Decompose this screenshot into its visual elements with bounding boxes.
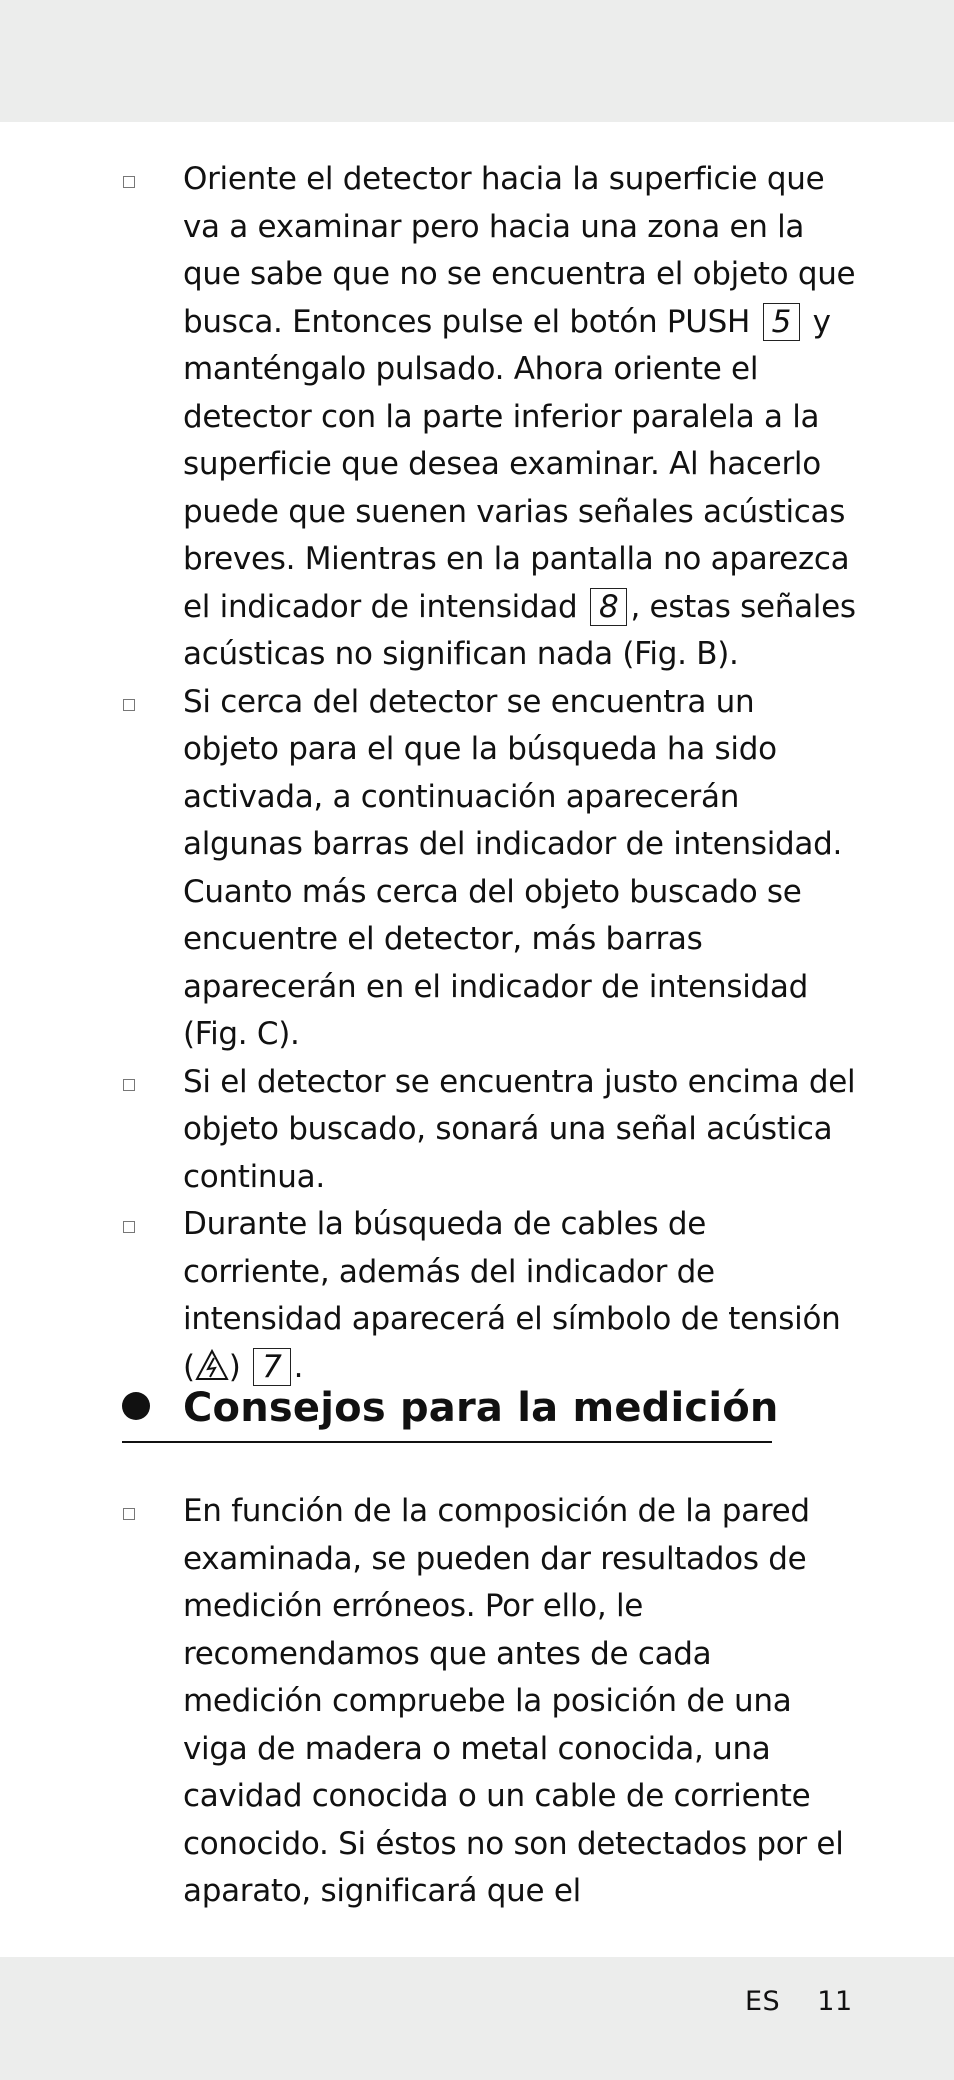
- language-code: ES: [745, 1986, 781, 2017]
- square-bullet-icon: [123, 1079, 135, 1091]
- instruction-list-1: [0, 156, 954, 1395]
- item-text: ): [228, 1348, 241, 1385]
- reference-number: 7: [253, 1348, 290, 1386]
- page-footer: [745, 1986, 881, 2017]
- square-bullet-icon: [123, 699, 135, 711]
- square-bullet-icon: [123, 1221, 135, 1233]
- list-item: [0, 679, 954, 1059]
- bullet-list: [0, 156, 954, 1395]
- list-item: [0, 1201, 954, 1395]
- list-item: [0, 156, 954, 679]
- page-number: 11: [817, 1986, 853, 2017]
- reference-number: 8: [590, 588, 627, 626]
- item-text: , estas señales acústicas no significan nada (Fig. B).: [183, 588, 856, 672]
- item-text: .: [293, 1348, 304, 1385]
- item-text: Si el detector se encuentra justo encima del objeto buscado, sonará una señal acústica continua.: [183, 1063, 856, 1195]
- square-bullet-icon: [123, 1508, 135, 1520]
- item-text: Oriente el detector hacia la superficie que va a examinar pero hacia una zona en la que sabe que no se encuentra el objeto que busca. Entonces pulse el botón PUSH: [183, 161, 856, 340]
- instruction-list-2: [0, 1488, 954, 1916]
- item-text: Si cerca del detector se encuentra un objeto para el que la búsqueda ha sido activada, a continuación aparecerán algunas barras del indicador de intensidad. Cuanto más cerca del objeto buscado se encuentre el detector, más barras aparecerán en el indicador de intensidad (Fig. C).: [183, 683, 843, 1052]
- bullet-list: [0, 1488, 954, 1916]
- heading-title: Consejos para la medición: [183, 1385, 779, 1431]
- top-margin-band: [0, 0, 954, 122]
- square-bullet-icon: [123, 176, 135, 188]
- item-text: En función de la composición de la pared examinada, se pueden dar resultados de medición erróneos. Por ello, le recomendamos que antes de cada medición compruebe la posición de una viga de madera o metal conocida, una cavidad conocida o un cable de corriente conocido. Si éstos no son detectados por el aparato, significará que el: [183, 1493, 844, 1909]
- section-heading: [122, 1378, 779, 1443]
- list-item: [0, 1059, 954, 1202]
- bottom-margin-band: [0, 1957, 954, 2080]
- reference-number: 5: [763, 303, 800, 341]
- item-text: Durante la búsqueda de cables de corriente, además del indicador de intensidad aparecerá el símbolo de tensión (: [183, 1206, 841, 1385]
- heading-bullet-icon: [122, 1392, 150, 1420]
- list-item: [0, 1488, 954, 1916]
- item-text: y manténgalo pulsado. Ahora oriente el detector con la parte inferior paralela a la superficie que desea examinar. Al hacerlo puede que suenen varias señales acústicas breves. Mientras en la pantalla no aparezca el indicador de intensidad: [183, 303, 850, 625]
